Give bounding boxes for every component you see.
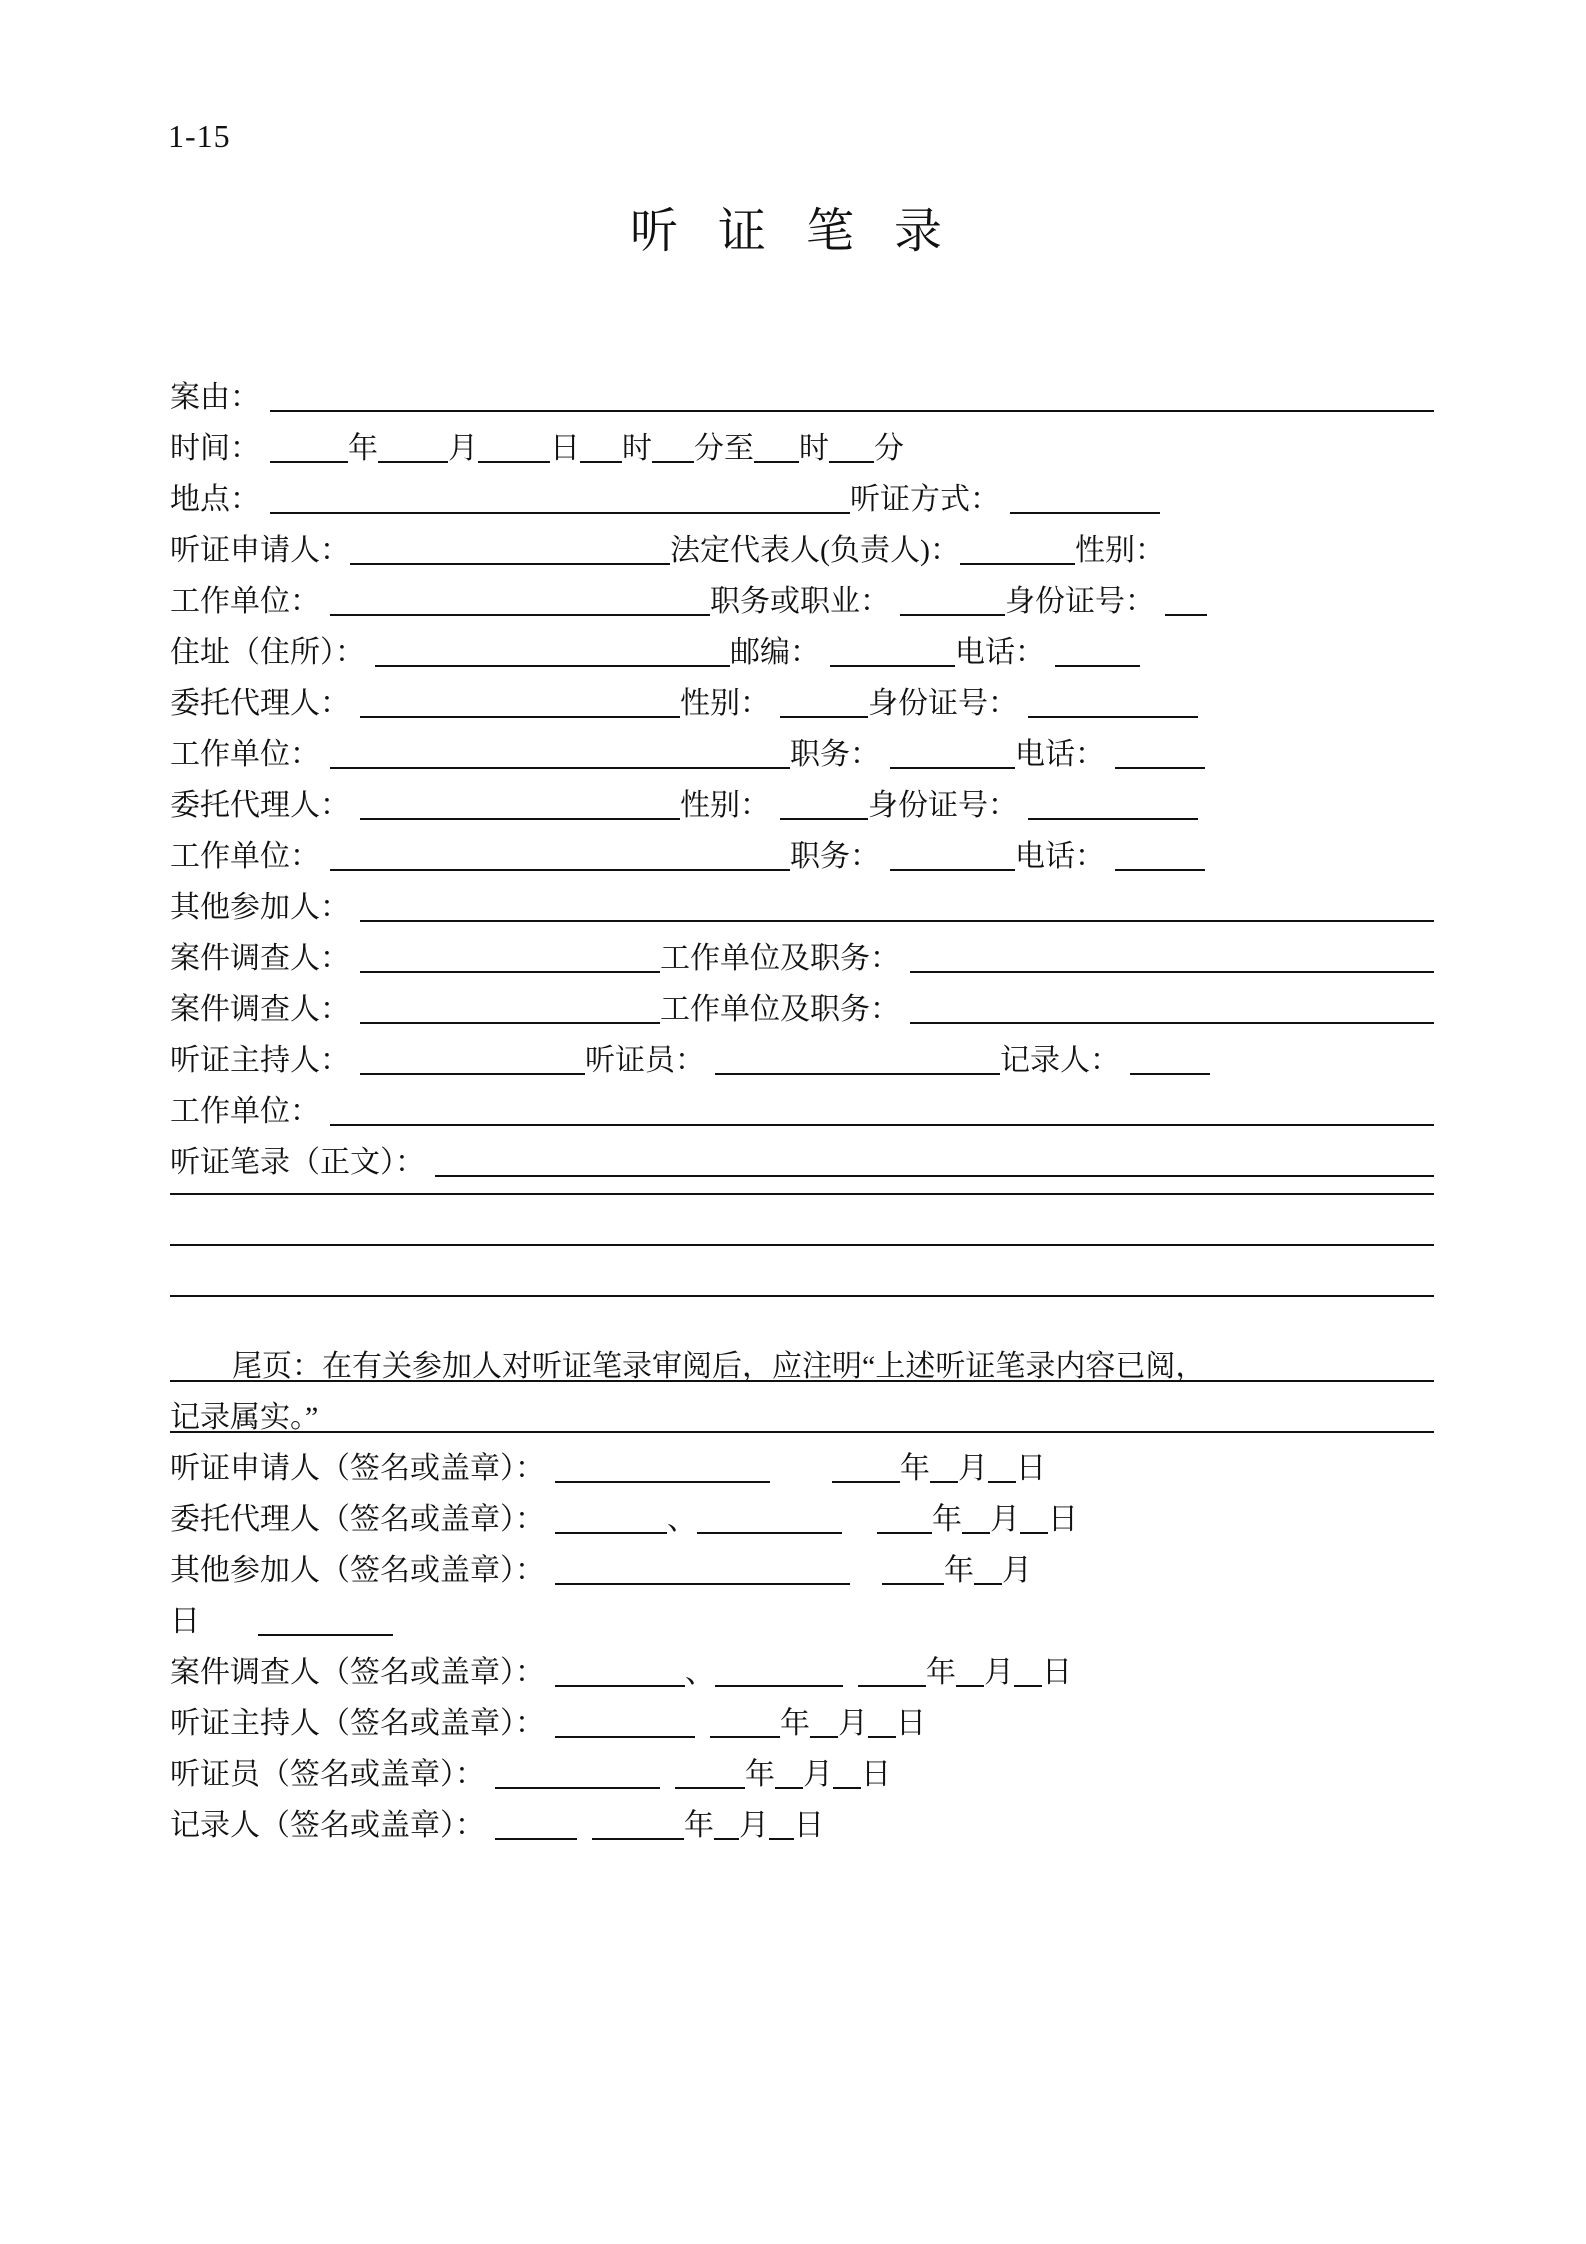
case-reason-label: 案由： — [170, 381, 260, 414]
sign-applicant-label: 听证申请人（签名或盖章）： — [170, 1452, 545, 1485]
body-blank-line-2 — [170, 1244, 1434, 1246]
phone-label-1: 电话： — [955, 636, 1045, 669]
row-agent-1-work-unit — [170, 729, 1434, 780]
legal-representative-blank-line — [960, 563, 1075, 565]
row-sign-investigator — [170, 1647, 1434, 1698]
sign-investigator-day-label: 日 — [1042, 1656, 1072, 1689]
sign-host-month-label: 月 — [838, 1707, 868, 1740]
id-number-blank-line-3 — [1028, 818, 1198, 820]
row-place — [170, 474, 1434, 525]
hearing-record-form — [170, 372, 1434, 1851]
sign-applicant-day-label: 日 — [1016, 1452, 1046, 1485]
sign-recorder-day-label: 日 — [794, 1809, 824, 1842]
sign-investigator-month-label: 月 — [984, 1656, 1014, 1689]
sign-agent-month-label: 月 — [990, 1503, 1020, 1536]
sign-recorder-year-blank — [592, 1838, 684, 1840]
tail-note-line2: 记录属实。” — [170, 1401, 319, 1434]
sign-recorder-label: 记录人（签名或盖章）： — [170, 1809, 485, 1842]
row-time — [170, 423, 1434, 474]
investigator-blank-line-1 — [360, 971, 660, 973]
work-unit-label-1: 工作单位： — [170, 585, 320, 618]
phone-blank-line-1 — [1055, 665, 1140, 667]
time-day-label: 日 — [550, 432, 580, 465]
investigator-label-2: 案件调查人： — [170, 993, 350, 1026]
agent-blank-line-2 — [360, 818, 680, 820]
id-number-label-3: 身份证号： — [868, 789, 1018, 822]
gender-label-2: 性别： — [680, 687, 770, 720]
agent-gender-blank-line-1 — [780, 716, 868, 718]
row-host — [170, 1035, 1434, 1086]
sign-other-year-blank — [882, 1583, 944, 1585]
body-blank-line-3 — [170, 1295, 1434, 1297]
sign-investigator-blank-line-1 — [555, 1685, 685, 1687]
hearing-officer-blank-line — [715, 1073, 1000, 1075]
time-hour2-label: 时 — [799, 432, 829, 465]
phone-label-2: 电话： — [1015, 738, 1105, 771]
row-tail-note-2 — [170, 1392, 1434, 1443]
work-unit-label-2: 工作单位： — [170, 738, 320, 771]
sign-other-month-blank — [974, 1583, 1002, 1585]
time-day-blank-line — [478, 461, 550, 463]
agent-label-2: 委托代理人： — [170, 789, 350, 822]
row-record-body — [170, 1137, 1434, 1188]
address-label: 住址（住所）： — [170, 636, 365, 669]
time-hour-label: 时 — [622, 432, 652, 465]
sign-officer-year-label: 年 — [745, 1758, 775, 1791]
sign-recorder-year-label: 年 — [684, 1809, 714, 1842]
doc-number: 1-15 — [168, 118, 231, 154]
other-participants-label: 其他参加人： — [170, 891, 350, 924]
unit-and-duty-label-1: 工作单位及职务： — [660, 942, 900, 975]
body-blank-line-1 — [170, 1193, 1434, 1195]
time-label: 时间： — [170, 432, 260, 465]
id-number-label-2: 身份证号： — [868, 687, 1018, 720]
phone-blank-line-3 — [1115, 869, 1205, 871]
unit-and-duty-blank-line-1 — [910, 971, 1434, 973]
unit-and-duty-blank-line-2 — [910, 1022, 1434, 1024]
row-agent-2 — [170, 780, 1434, 831]
hearing-mode-blank-line — [1010, 512, 1160, 514]
row-sign-recorder — [170, 1800, 1434, 1851]
postcode-label: 邮编： — [730, 636, 820, 669]
sign-applicant-month-label: 月 — [958, 1452, 988, 1485]
sign-investigator-month-blank — [956, 1685, 984, 1687]
sign-host-day-label: 日 — [896, 1707, 926, 1740]
sign-officer-blank-line — [495, 1787, 660, 1789]
gender-label-1: 性别： — [1074, 534, 1165, 567]
sign-applicant-day-blank — [988, 1481, 1016, 1483]
sign-agent-month-blank — [962, 1532, 990, 1534]
row-agent-1 — [170, 678, 1434, 729]
sign-investigator-year-label: 年 — [926, 1656, 956, 1689]
sign-recorder-day-blank — [769, 1838, 794, 1840]
sign-applicant-month-blank — [930, 1481, 958, 1483]
host-blank-line — [360, 1073, 585, 1075]
duty-label-2: 职务： — [790, 840, 880, 873]
agent-blank-line-1 — [360, 716, 680, 718]
sign-host-year-label: 年 — [780, 1707, 810, 1740]
row-sign-other-day-wrap — [170, 1596, 1434, 1647]
row-case-reason — [170, 372, 1434, 423]
row-sign-host — [170, 1698, 1434, 1749]
time-year-blank-line — [270, 461, 348, 463]
sign-agent-year-blank — [877, 1532, 932, 1534]
row-sign-officer — [170, 1749, 1434, 1800]
duty-or-occupation-blank-line — [900, 614, 1005, 616]
id-number-blank-line-2 — [1028, 716, 1198, 718]
tail-note-underline-2 — [170, 1431, 1434, 1433]
sign-other-year-label: 年 — [944, 1554, 974, 1587]
work-unit-blank-line-1 — [330, 614, 710, 616]
sign-host-year-blank — [710, 1736, 780, 1738]
sign-investigator-label: 案件调查人（签名或盖章）： — [170, 1656, 545, 1689]
time-minute2-blank-line — [829, 461, 874, 463]
row-work-unit-applicant — [170, 576, 1434, 627]
sign-officer-day-blank — [833, 1787, 861, 1789]
work-unit-blank-line-4 — [330, 1124, 1434, 1126]
host-label: 听证主持人： — [170, 1044, 350, 1077]
sign-host-blank-line — [555, 1736, 695, 1738]
agent-label-1: 委托代理人： — [170, 687, 350, 720]
work-unit-label-4: 工作单位： — [170, 1095, 320, 1128]
agent-gender-blank-line-2 — [780, 818, 868, 820]
sign-officer-month-label: 月 — [803, 1758, 833, 1791]
sign-officer-day-label: 日 — [861, 1758, 891, 1791]
sign-host-day-blank — [868, 1736, 896, 1738]
sign-agent-separator: 、 — [667, 1503, 697, 1536]
other-participants-blank-line — [360, 920, 1434, 922]
sign-other-day-label: 日 — [170, 1605, 200, 1638]
sign-host-label: 听证主持人（签名或盖章）： — [170, 1707, 545, 1740]
sign-other-blank-line — [555, 1583, 850, 1585]
postcode-blank-line — [830, 665, 955, 667]
row-address — [170, 627, 1434, 678]
work-unit-blank-line-3 — [330, 869, 790, 871]
duty-label-1: 职务： — [790, 738, 880, 771]
sign-other-label: 其他参加人（签名或盖章）： — [170, 1554, 545, 1587]
time-minute2-label: 分 — [874, 432, 904, 465]
row-agent-2-work-unit — [170, 831, 1434, 882]
duty-blank-line-1 — [890, 767, 1015, 769]
sign-agent-blank-line-1 — [555, 1532, 667, 1534]
sign-applicant-blank-line — [555, 1481, 770, 1483]
page-title: 听 证 笔 录 — [629, 205, 956, 258]
place-blank-line — [270, 512, 850, 514]
row-tail-note-1 — [170, 1341, 1434, 1392]
applicant-blank-line — [350, 563, 670, 565]
row-sign-other — [170, 1545, 1434, 1596]
sign-recorder-month-label: 月 — [739, 1809, 769, 1842]
applicant-label: 听证申请人： — [170, 534, 350, 567]
time-month-blank-line — [378, 461, 448, 463]
work-unit-blank-line-2 — [330, 767, 790, 769]
row-sign-applicant — [170, 1443, 1434, 1494]
record-body-blank-line — [435, 1175, 1434, 1177]
row-sign-agent — [170, 1494, 1434, 1545]
sign-investigator-year-blank — [858, 1685, 926, 1687]
investigator-blank-line-2 — [360, 1022, 660, 1024]
record-body-label: 听证笔录（正文）： — [170, 1146, 425, 1179]
gender-label-3: 性别： — [680, 789, 770, 822]
hearing-officer-label: 听证员： — [585, 1044, 705, 1077]
duty-or-occupation-label: 职务或职业： — [710, 585, 890, 618]
address-blank-line — [375, 665, 730, 667]
time-minute-blank-line — [652, 461, 694, 463]
sign-investigator-separator: 、 — [685, 1656, 715, 1689]
sign-investigator-day-blank — [1014, 1685, 1042, 1687]
sign-other-month-label: 月 — [1002, 1554, 1032, 1587]
sign-applicant-year-label: 年 — [900, 1452, 930, 1485]
row-investigator-1 — [170, 933, 1434, 984]
row-blank-line-3 — [170, 1290, 1434, 1341]
time-hour-blank-line — [580, 461, 622, 463]
sign-officer-month-blank — [775, 1787, 803, 1789]
id-number-label-1: 身份证号： — [1005, 585, 1155, 618]
phone-blank-line-2 — [1115, 767, 1205, 769]
row-host-work-unit — [170, 1086, 1434, 1137]
time-hour2-blank-line — [754, 461, 799, 463]
time-minute-to-label: 分至 — [694, 432, 754, 465]
phone-label-3: 电话： — [1015, 840, 1105, 873]
place-label: 地点： — [170, 483, 260, 516]
recorder-label: 记录人： — [1000, 1044, 1120, 1077]
row-applicant — [170, 525, 1434, 576]
sign-officer-label: 听证员（签名或盖章）： — [170, 1758, 485, 1791]
row-investigator-2 — [170, 984, 1434, 1035]
sign-agent-blank-line-2 — [697, 1532, 842, 1534]
work-unit-label-3: 工作单位： — [170, 840, 320, 873]
legal-representative-label: 法定代表人(负责人)： — [670, 534, 960, 567]
case-reason-blank-line — [270, 410, 1434, 412]
tail-note-line1: 尾页：在有关参加人对听证笔录审阅后，应注明“上述听证笔录内容已阅， — [232, 1350, 1206, 1383]
sign-recorder-month-blank — [714, 1838, 739, 1840]
sign-agent-day-blank — [1020, 1532, 1048, 1534]
unit-and-duty-label-2: 工作单位及职务： — [660, 993, 900, 1026]
hearing-mode-label: 听证方式： — [850, 483, 1000, 516]
sign-agent-day-label: 日 — [1048, 1503, 1078, 1536]
time-month-label: 月 — [448, 432, 478, 465]
sign-agent-year-label: 年 — [932, 1503, 962, 1536]
sign-agent-label: 委托代理人（签名或盖章）： — [170, 1503, 545, 1536]
time-year-label: 年 — [348, 432, 378, 465]
sign-host-month-blank — [810, 1736, 838, 1738]
recorder-blank-line — [1130, 1073, 1210, 1075]
row-blank-line-1 — [170, 1188, 1434, 1239]
row-blank-line-2 — [170, 1239, 1434, 1290]
duty-blank-line-2 — [890, 869, 1015, 871]
row-other-participants — [170, 882, 1434, 933]
sign-recorder-blank-line — [495, 1838, 577, 1840]
sign-other-day-blank — [258, 1634, 393, 1636]
tail-note-underline-1 — [170, 1380, 1434, 1382]
id-number-blank-line-1 — [1165, 614, 1207, 616]
investigator-label-1: 案件调查人： — [170, 942, 350, 975]
sign-officer-year-blank — [675, 1787, 745, 1789]
sign-investigator-blank-line-2 — [715, 1685, 843, 1687]
sign-applicant-year-blank — [832, 1481, 900, 1483]
